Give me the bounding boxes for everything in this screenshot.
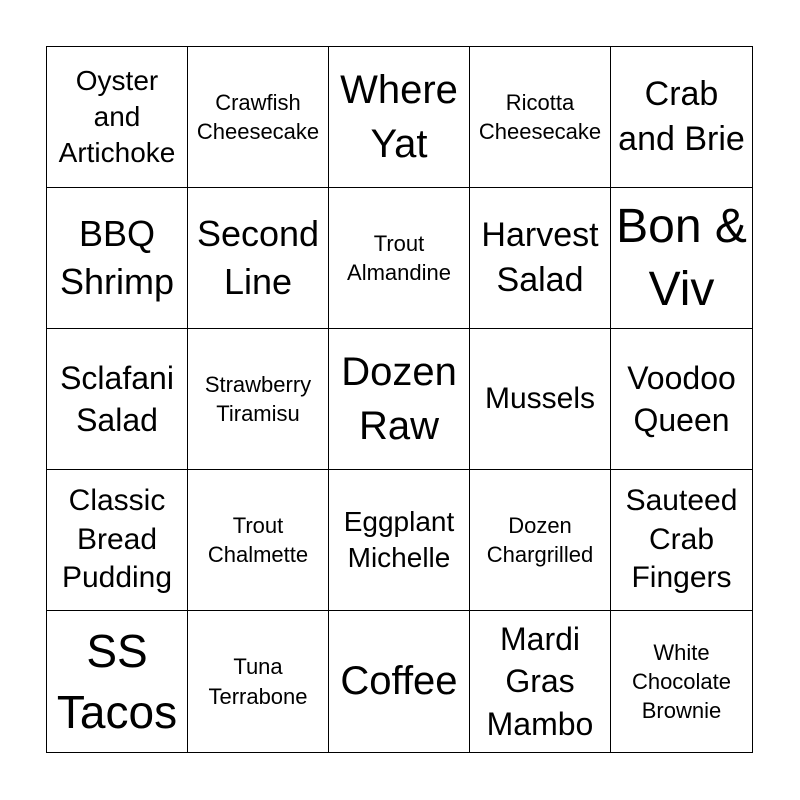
cell-label: Crab and Brie bbox=[618, 75, 745, 158]
cell-label: Voodoo Queen bbox=[627, 359, 736, 438]
bingo-cell[interactable] bbox=[611, 611, 752, 752]
bingo-cell[interactable] bbox=[188, 47, 329, 188]
bingo-cell[interactable] bbox=[47, 188, 188, 329]
cell-label: Eggplant Michelle bbox=[343, 506, 455, 573]
cell-label: White Chocolate Brownie bbox=[631, 639, 732, 724]
bingo-cell[interactable] bbox=[470, 47, 611, 188]
cell-label: SS Tacos bbox=[56, 624, 178, 738]
bingo-cell[interactable] bbox=[47, 329, 188, 470]
bingo-cell[interactable] bbox=[47, 47, 188, 188]
bingo-cell[interactable] bbox=[329, 470, 470, 611]
cell-label: Sclafani Salad bbox=[60, 359, 174, 438]
bingo-cell[interactable] bbox=[47, 470, 188, 611]
bingo-cell[interactable] bbox=[611, 470, 752, 611]
cell-label: Bon & Viv bbox=[616, 199, 747, 316]
cell-label: BBQ Shrimp bbox=[59, 213, 175, 302]
cell-label: Mardi Gras Mambo bbox=[486, 621, 594, 742]
cell-label: Dozen Raw bbox=[341, 349, 457, 448]
bingo-board bbox=[46, 46, 753, 753]
bingo-cell[interactable] bbox=[470, 329, 611, 470]
bingo-cell[interactable] bbox=[188, 188, 329, 329]
cell-label: Harvest Salad bbox=[481, 216, 599, 299]
cell-label: Second Line bbox=[196, 213, 320, 302]
bingo-cell[interactable] bbox=[611, 188, 752, 329]
cell-label: Trout Chalmette bbox=[207, 512, 309, 567]
bingo-cell[interactable] bbox=[329, 329, 470, 470]
cell-label: Where Yat bbox=[340, 67, 458, 166]
cell-label: Strawberry Tiramisu bbox=[204, 371, 312, 426]
cell-label: Ricotta Cheesecake bbox=[478, 89, 602, 144]
bingo-cell[interactable] bbox=[470, 470, 611, 611]
cell-label: Coffee bbox=[340, 659, 458, 704]
bingo-cell[interactable] bbox=[611, 329, 752, 470]
bingo-cell[interactable] bbox=[470, 611, 611, 752]
bingo-cell[interactable] bbox=[329, 611, 470, 752]
cell-label: Tuna Terrabone bbox=[208, 654, 308, 709]
bingo-cell[interactable] bbox=[188, 329, 329, 470]
cell-label: Classic Bread Pudding bbox=[61, 484, 173, 595]
cell-label: Crawfish Cheesecake bbox=[196, 89, 320, 144]
bingo-cell[interactable] bbox=[188, 611, 329, 752]
bingo-cell[interactable] bbox=[188, 470, 329, 611]
cell-label: Oyster and Artichoke bbox=[58, 65, 176, 168]
cell-label: Dozen Chargrilled bbox=[486, 512, 594, 567]
cell-label: Sauteed Crab Fingers bbox=[625, 484, 738, 595]
bingo-cell[interactable] bbox=[329, 47, 470, 188]
bingo-cell[interactable] bbox=[611, 47, 752, 188]
cell-label: Mussels bbox=[484, 381, 596, 415]
bingo-cell[interactable] bbox=[329, 188, 470, 329]
cell-label: Trout Almandine bbox=[347, 230, 451, 285]
bingo-cell[interactable] bbox=[47, 611, 188, 752]
bingo-cell[interactable] bbox=[470, 188, 611, 329]
